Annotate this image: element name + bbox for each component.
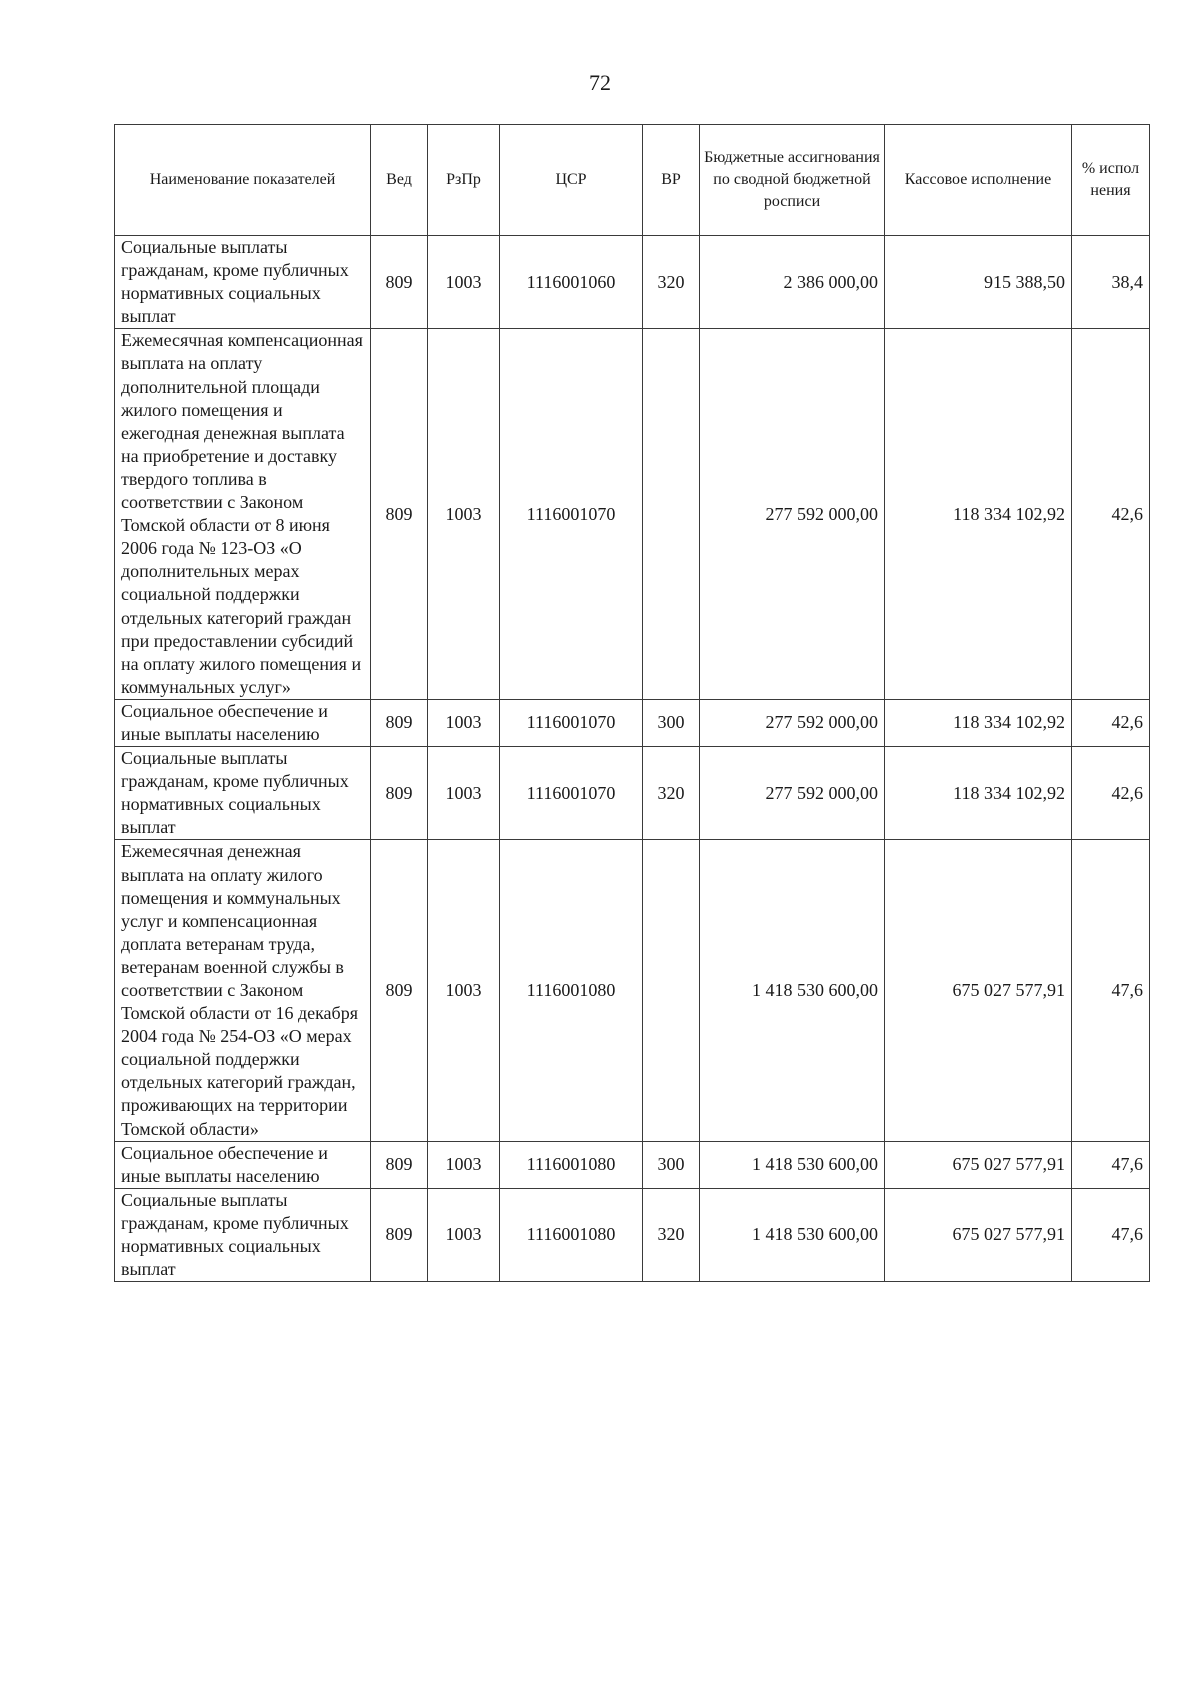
table-row: [115, 236, 1150, 329]
row-csr: 1116001080: [500, 1188, 643, 1281]
row-cash: 118 334 102,92: [885, 747, 1072, 840]
row-csr: 1116001070: [500, 747, 643, 840]
row-percent: 38,4: [1072, 236, 1150, 329]
row-cash: 915 388,50: [885, 236, 1072, 329]
row-name: Социальное обеспечение и иные выплаты населению: [115, 1141, 371, 1188]
row-budget: 1 418 530 600,00: [700, 1188, 885, 1281]
table-row: [115, 840, 1150, 1141]
row-ved: 809: [371, 329, 428, 700]
row-rzpr: 1003: [428, 747, 500, 840]
row-ved: 809: [371, 699, 428, 746]
row-cash: 118 334 102,92: [885, 699, 1072, 746]
header-name: Наименование показателей: [115, 125, 371, 236]
budget-execution-table: [114, 124, 1150, 1282]
row-ved: 809: [371, 747, 428, 840]
row-budget: 2 386 000,00: [700, 236, 885, 329]
row-cash: 675 027 577,91: [885, 1188, 1072, 1281]
row-rzpr: 1003: [428, 329, 500, 700]
row-budget: 277 592 000,00: [700, 699, 885, 746]
row-ved: 809: [371, 1141, 428, 1188]
row-ved: 809: [371, 236, 428, 329]
row-csr: 1116001080: [500, 840, 643, 1141]
row-cash: 118 334 102,92: [885, 329, 1072, 700]
row-percent: 42,6: [1072, 747, 1150, 840]
row-vr: 300: [643, 699, 700, 746]
row-percent: 47,6: [1072, 840, 1150, 1141]
header-csr: ЦСР: [500, 125, 643, 236]
page-number: 72: [589, 70, 611, 95]
row-vr: [643, 329, 700, 700]
row-csr: 1116001060: [500, 236, 643, 329]
header-cash: Кассовое исполнение: [885, 125, 1072, 236]
header-budget: Бюджетные ассигнования по сводной бюджетной росписи: [700, 125, 885, 236]
row-rzpr: 1003: [428, 699, 500, 746]
header-ved: Вед: [371, 125, 428, 236]
row-budget: 1 418 530 600,00: [700, 1141, 885, 1188]
row-csr: 1116001080: [500, 1141, 643, 1188]
row-name: Социальные выплаты гражданам, кроме публичных нормативных социальных выплат: [115, 747, 371, 840]
row-budget: 1 418 530 600,00: [700, 840, 885, 1141]
row-name: Социальное обеспечение и иные выплаты населению: [115, 699, 371, 746]
row-percent: 47,6: [1072, 1188, 1150, 1281]
row-cash: 675 027 577,91: [885, 1141, 1072, 1188]
row-percent: 42,6: [1072, 329, 1150, 700]
row-csr: 1116001070: [500, 699, 643, 746]
row-budget: 277 592 000,00: [700, 329, 885, 700]
row-vr: 320: [643, 747, 700, 840]
table-row: [115, 1188, 1150, 1281]
row-name: Социальные выплаты гражданам, кроме публичных нормативных социальных выплат: [115, 1188, 371, 1281]
row-percent: 47,6: [1072, 1141, 1150, 1188]
header-rzpr: РзПр: [428, 125, 500, 236]
row-rzpr: 1003: [428, 236, 500, 329]
table-row: [115, 329, 1150, 700]
table-row: [115, 699, 1150, 746]
header-percent: % испол нения: [1072, 125, 1150, 236]
row-vr: 300: [643, 1141, 700, 1188]
table-row: [115, 747, 1150, 840]
row-vr: [643, 840, 700, 1141]
header-vr: ВР: [643, 125, 700, 236]
row-ved: 809: [371, 1188, 428, 1281]
row-rzpr: 1003: [428, 1188, 500, 1281]
row-budget: 277 592 000,00: [700, 747, 885, 840]
row-name: Ежемесячная денежная выплата на оплату жилого помещения и коммунальных услуг и компенсационная доплата ветеранам труда, ветеранам военной службы в соответствии с Законом Томской области от 16 декабря 2004 года № 254-ОЗ «О мерах социальной поддержки отдельных категорий граждан, проживающих на территории Томской области»: [115, 840, 371, 1141]
row-ved: 809: [371, 840, 428, 1141]
row-name: Ежемесячная компенсационная выплата на оплату дополнительной площади жилого помещения и ежегодная денежная выплата на приобретение и доставку твердого топлива в соответствии с Законом Томской области от 8 июня 2006 года № 123-ОЗ «О дополнительных мерах социальной поддержки отдельных категорий граждан при предоставлении субсидий на оплату жилого помещения и коммунальных услуг»: [115, 329, 371, 700]
table-row: [115, 1141, 1150, 1188]
row-vr: 320: [643, 236, 700, 329]
row-rzpr: 1003: [428, 1141, 500, 1188]
row-csr: 1116001070: [500, 329, 643, 700]
row-rzpr: 1003: [428, 840, 500, 1141]
row-vr: 320: [643, 1188, 700, 1281]
row-cash: 675 027 577,91: [885, 840, 1072, 1141]
row-percent: 42,6: [1072, 699, 1150, 746]
header-row: [115, 125, 1150, 236]
row-name: Социальные выплаты гражданам, кроме публичных нормативных социальных выплат: [115, 236, 371, 329]
